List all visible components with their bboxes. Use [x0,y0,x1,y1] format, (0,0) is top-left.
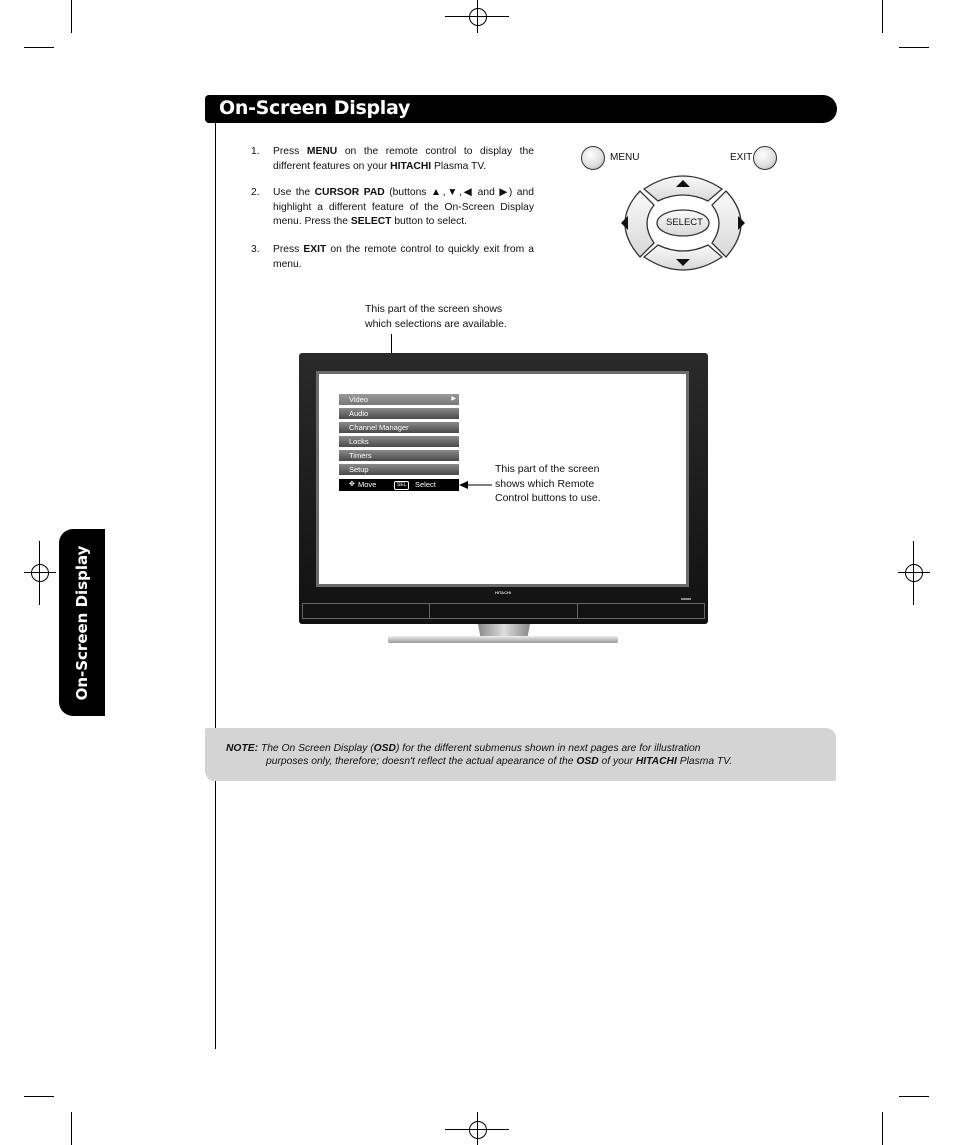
callout-right-arrow [459,480,492,490]
right-arrow-icon [738,216,745,230]
side-tab [59,529,105,716]
step-1: 1. Press MENU on the remote control to display the different features on your HITACHI Plasma TV. [251,146,534,172]
osd-item-video[interactable]: Video ▶ [339,394,459,405]
osd-help-bar [339,479,459,491]
osd-help-select: Select [415,480,436,489]
cursor-left-button [625,191,654,257]
menu-label: MENU [610,152,640,163]
exit-label: EXIT [730,152,753,163]
page-title: On-Screen Display [219,97,411,119]
cursor-up-button [644,176,722,201]
note-text-line2: purposes only, therefore; doesn't reflect the actual apearance of the OSD of your HITACHI Plasma TV. [266,756,733,767]
tv-brand-logo: HITACHI [495,590,511,595]
move-icon: ✥ [349,481,355,488]
title-bar [205,95,837,123]
osd-item-locks[interactable]: Locks [339,436,459,447]
tv-speaker-bar [302,603,705,619]
note-text: NOTE: The On Screen Display (OSD) for the different submenus shown in next pages are for illustration [226,743,701,754]
menu-button[interactable] [581,146,605,170]
note-label: NOTE: [226,743,259,754]
tv-stand-base [388,636,618,643]
side-tab-label: On-Screen Display [73,545,91,701]
tv-speaker-divider [577,603,578,619]
tv-speaker-divider [429,603,430,619]
osd-help-move: Move [358,480,377,489]
left-arrow-icon [621,216,628,230]
callout-top: This part of the screen shows which selections are available. [365,303,507,330]
osd-item-timers[interactable]: Timers [339,450,459,461]
step-3: 3. Press EXIT on the remote control to quickly exit from a menu. [251,244,534,270]
select-label: SELECT [666,217,703,228]
osd-item-audio[interactable]: Audio [339,408,459,419]
callout-right: This part of the screen shows which Remote Control buttons to use. [495,463,601,504]
cursor-down-button [644,245,722,270]
exit-button[interactable] [753,146,777,170]
left-margin-rule [215,123,216,1049]
tv-power-led [681,598,691,600]
osd-item-setup[interactable]: Setup [339,464,459,475]
sel-key-icon: SEL [394,481,409,490]
osd-item-channel-manager[interactable]: Channel Manager [339,422,459,433]
submenu-arrow-icon: ▶ [451,396,456,402]
cursor-right-button [712,191,741,257]
step-2: 2. Use the CURSOR PAD (buttons ▲,▼,◀ and ▶) and highlight a different feature of the On-Screen Display menu. Press the SELECT button to select. [251,187,534,227]
